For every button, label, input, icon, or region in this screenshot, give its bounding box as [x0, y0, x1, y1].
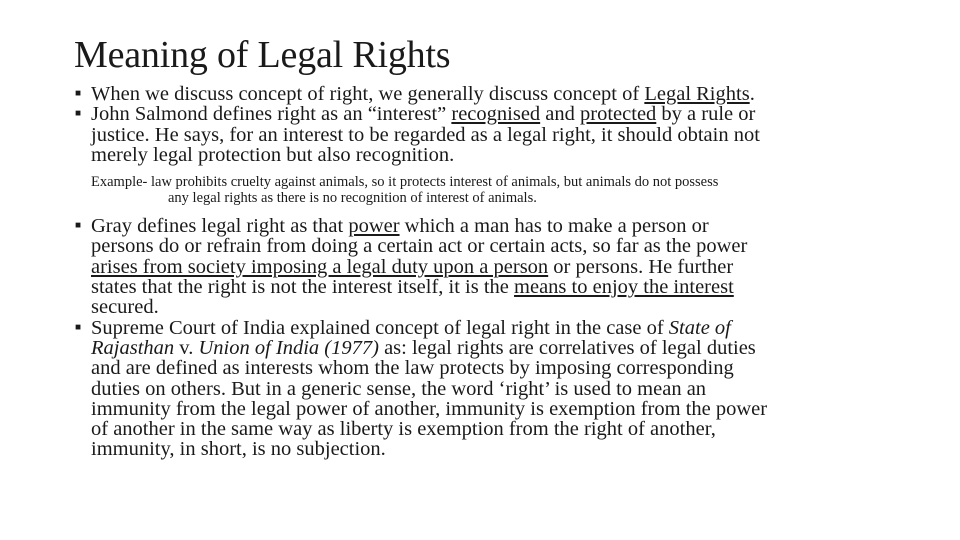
b3-l1a: Gray defines legal right as that: [91, 215, 349, 238]
square-bullet-icon: [74, 324, 82, 332]
b4-l3: and are defined as interests whom the law protects by imposing corresponding: [91, 357, 734, 380]
bullet-legal-rights: [74, 84, 894, 104]
b4-l5: immunity from the legal power of another, immunity is exemption from the power: [91, 397, 768, 420]
b3-means: means to enjoy the interest: [514, 276, 734, 299]
example-l1: Example- law prohibits cruelty against animals, so it protects interest of animals, but animals do not possess: [91, 174, 719, 191]
b2-l3: merely legal protection but also recognition.: [91, 143, 455, 166]
b4-l2b: as: legal rights are correlatives of legal duties: [378, 336, 756, 359]
bullet-supreme-court: [74, 318, 894, 460]
b4-state-of: State of: [668, 316, 731, 339]
b3-l2: persons do or refrain from doing a certain act or certain acts, so far as the power: [91, 235, 748, 258]
b1-underline: Legal Rights: [644, 83, 750, 105]
example-l2: any legal rights as there is no recognition of interest of animals.: [168, 189, 537, 206]
b3-l1b: which a man has to make a person or: [399, 215, 709, 238]
b3-arises: arises from society imposing a legal duty upon a person: [91, 255, 549, 278]
example-note: [91, 175, 894, 206]
b3-l3b: or persons. He further: [548, 255, 734, 278]
b2-protected: protected: [580, 103, 657, 126]
b2-l2: justice. He says, for an interest to be regarded as a legal right, it should obtain not: [91, 123, 760, 146]
b4-l7: immunity, in short, is no subjection.: [91, 438, 386, 461]
b2-l1b: and: [540, 103, 581, 126]
b4-l4: duties on others. But in a generic sense, the word ‘right’ is used to mean an: [91, 377, 707, 400]
slide-title: Meaning of Legal Rights: [74, 34, 451, 76]
bullet-gray: [74, 216, 894, 317]
square-bullet-icon: [74, 90, 82, 98]
b4-l6: of another in the same way as liberty is exemption from the right of another,: [91, 418, 716, 441]
square-bullet-icon: [74, 222, 82, 230]
b3-power: power: [348, 215, 400, 238]
b4-rajasthan: Rajasthan: [91, 336, 175, 359]
b4-union: Union of India (1977): [198, 336, 379, 359]
b4-l1a: Supreme Court of India explained concept of legal right in the case of: [91, 316, 669, 339]
b3-l4a: states that the right is not the interest itself, it is the: [91, 276, 515, 299]
square-bullet-icon: [74, 110, 82, 118]
bullet-salmond: [74, 104, 894, 165]
b2-recognised: recognised: [451, 103, 541, 126]
b2-l1c: by a rule or: [656, 103, 756, 126]
b4-l2a: v.: [174, 336, 199, 359]
b2-l1a: John Salmond defines right as an “interest”: [91, 103, 452, 126]
b1-end: .: [749, 83, 755, 105]
b1-text: When we discuss concept of right, we generally discuss concept of: [91, 83, 645, 105]
b3-l5: secured.: [91, 296, 159, 319]
bullet-list: [74, 84, 894, 460]
